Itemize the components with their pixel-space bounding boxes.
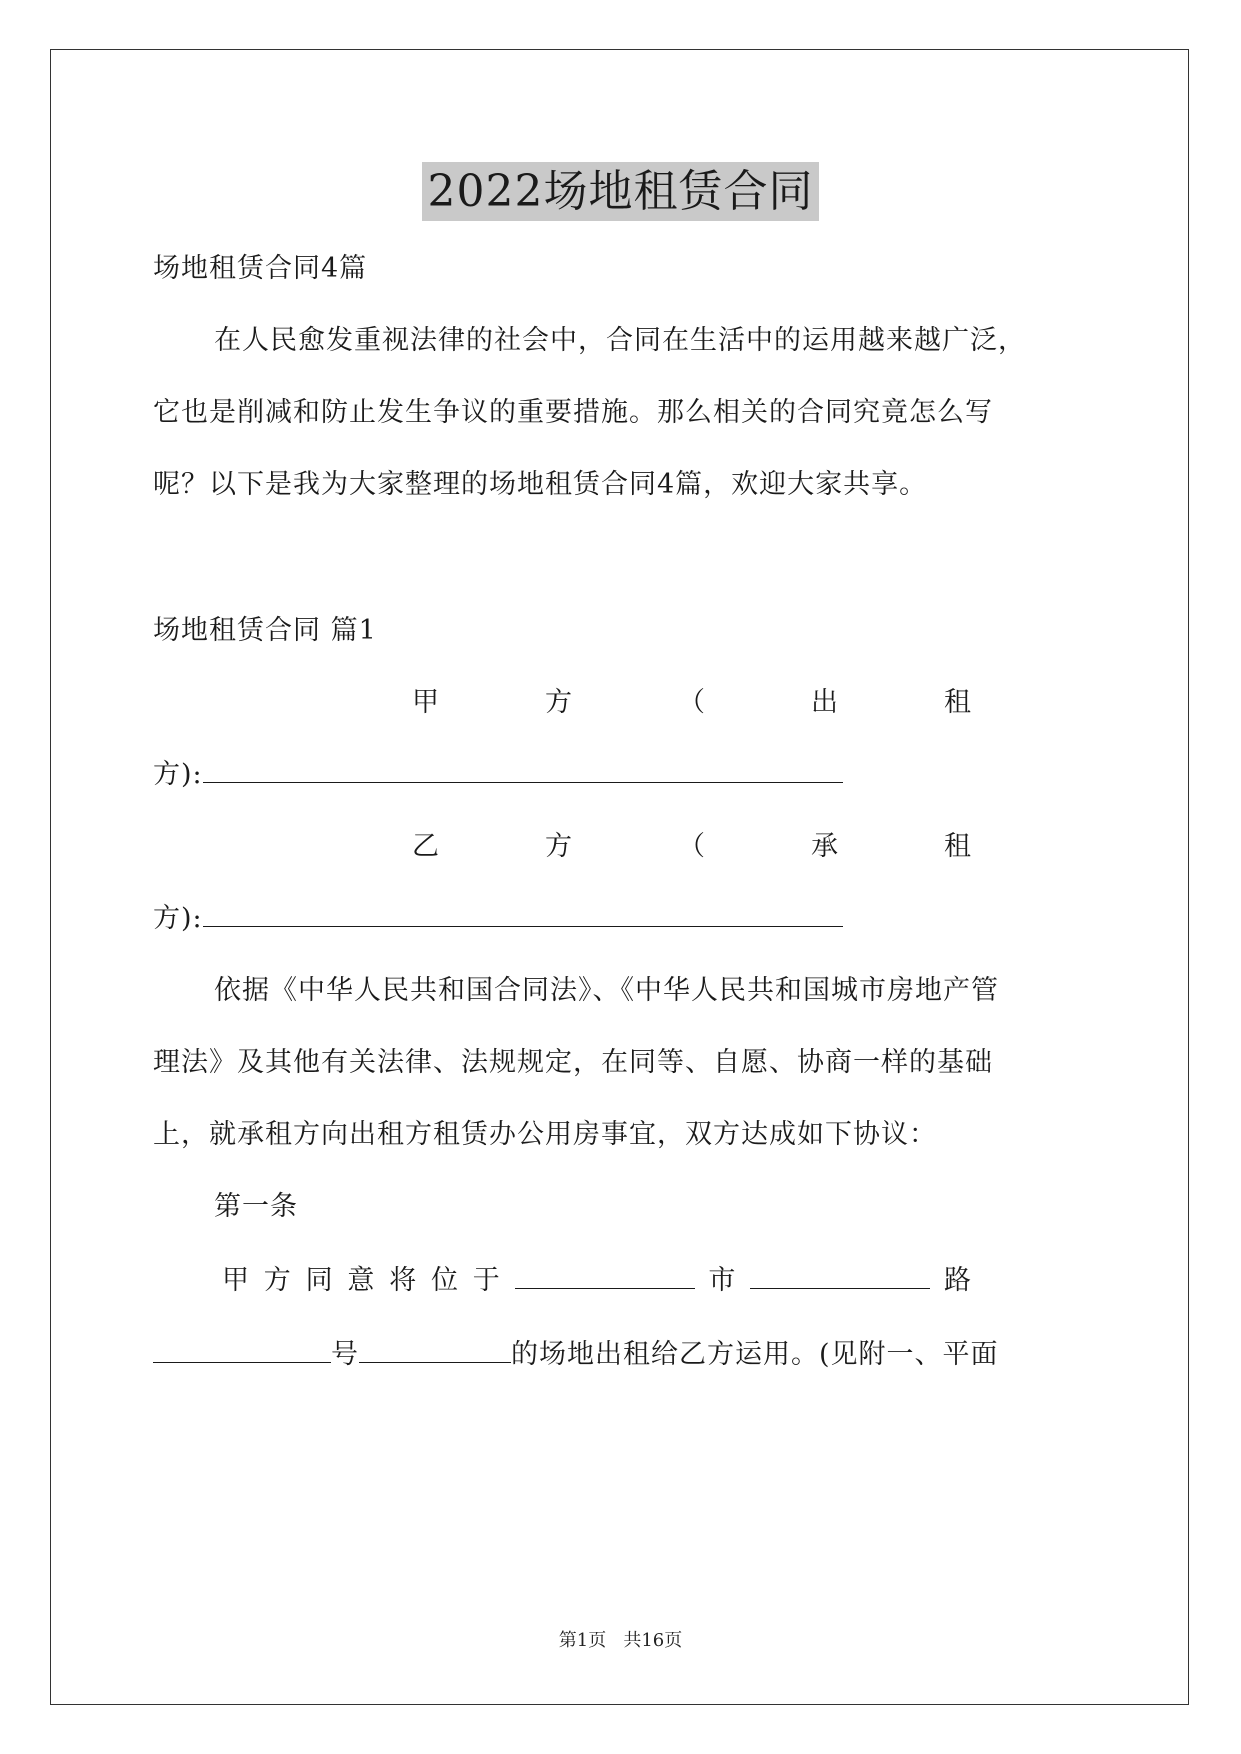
intro-line-1: 在人民愈发重视法律的社会中，合同在生活中的运用越来越广泛， <box>214 325 1026 356</box>
clause-word: 甲 <box>222 1265 250 1296</box>
clause-city: 市 <box>708 1265 737 1296</box>
basis-line-3: 上，就承租方向出租方租赁办公用房事宜，双方达成如下协议： <box>153 1119 937 1150</box>
clause-word: 意 <box>347 1265 376 1296</box>
page-border <box>50 49 1189 1705</box>
clause-rest: 的场地出租给乙方运用。(见附一、平面 <box>511 1339 999 1370</box>
party-a-char: （ <box>678 687 706 718</box>
subtitle: 场地租赁合同4篇 <box>153 253 368 284</box>
party-b-char: 租 <box>944 831 972 862</box>
party-a-blank <box>203 760 843 783</box>
article-heading: 第一条 <box>214 1191 298 1222</box>
party-b-line <box>412 824 972 863</box>
document-title <box>0 155 1241 219</box>
footer-total-prefix: 共 <box>623 1630 642 1651</box>
basis-line-1: 依据《中华人民共和国合同法》、《中华人民共和国城市房地产管 <box>214 975 999 1006</box>
page-total: 16 <box>641 1630 665 1651</box>
clause-word: 位 <box>430 1265 459 1296</box>
party-b-cont <box>153 896 843 935</box>
party-a-char: 甲 <box>412 687 440 718</box>
clause-word: 方 <box>263 1265 292 1296</box>
party-a-char: 方 <box>545 687 573 718</box>
party-a-label: 方): <box>153 759 203 790</box>
footer-total-suffix: 页 <box>664 1630 683 1651</box>
party-b-char: 乙 <box>412 831 440 862</box>
party-b-char: 承 <box>811 831 839 862</box>
party-b-blank <box>203 904 843 927</box>
clause-word: 将 <box>389 1265 418 1296</box>
footer-prefix: 第 <box>558 1630 577 1651</box>
party-a-char: 出 <box>811 687 839 718</box>
number-blank <box>359 1340 511 1363</box>
clause-word: 于 <box>472 1265 501 1296</box>
city-blank <box>750 1266 930 1289</box>
section-heading: 场地租赁合同 篇1 <box>153 615 377 646</box>
intro-line-2: 它也是削减和防止发生争议的重要措施。那么相关的合同究竟怎么写 <box>153 397 993 428</box>
clause-line-1 <box>222 1258 972 1297</box>
clause-road: 路 <box>943 1265 972 1296</box>
party-a-char: 租 <box>944 687 972 718</box>
clause-number: 号 <box>331 1339 359 1370</box>
party-b-char: （ <box>678 831 706 862</box>
page-current: 1 <box>576 1630 589 1651</box>
footer-page-label: 页 <box>588 1630 607 1651</box>
intro-line-3: 呢？以下是我为大家整理的场地租赁合同4篇，欢迎大家共享。 <box>153 469 928 500</box>
location-blank <box>515 1266 695 1289</box>
party-b-char: 方 <box>545 831 573 862</box>
clause-word: 同 <box>305 1265 334 1296</box>
clause-line-2 <box>153 1332 999 1371</box>
party-b-label: 方): <box>153 903 203 934</box>
party-a-cont <box>153 752 843 791</box>
title-text: 2022场地租赁合同 <box>422 162 820 221</box>
party-a-line <box>412 680 972 719</box>
road-blank <box>153 1340 331 1363</box>
basis-line-2: 理法》及其他有关法律、法规规定，在同等、自愿、协商一样的基础 <box>153 1047 993 1078</box>
page-footer <box>0 1626 1241 1652</box>
